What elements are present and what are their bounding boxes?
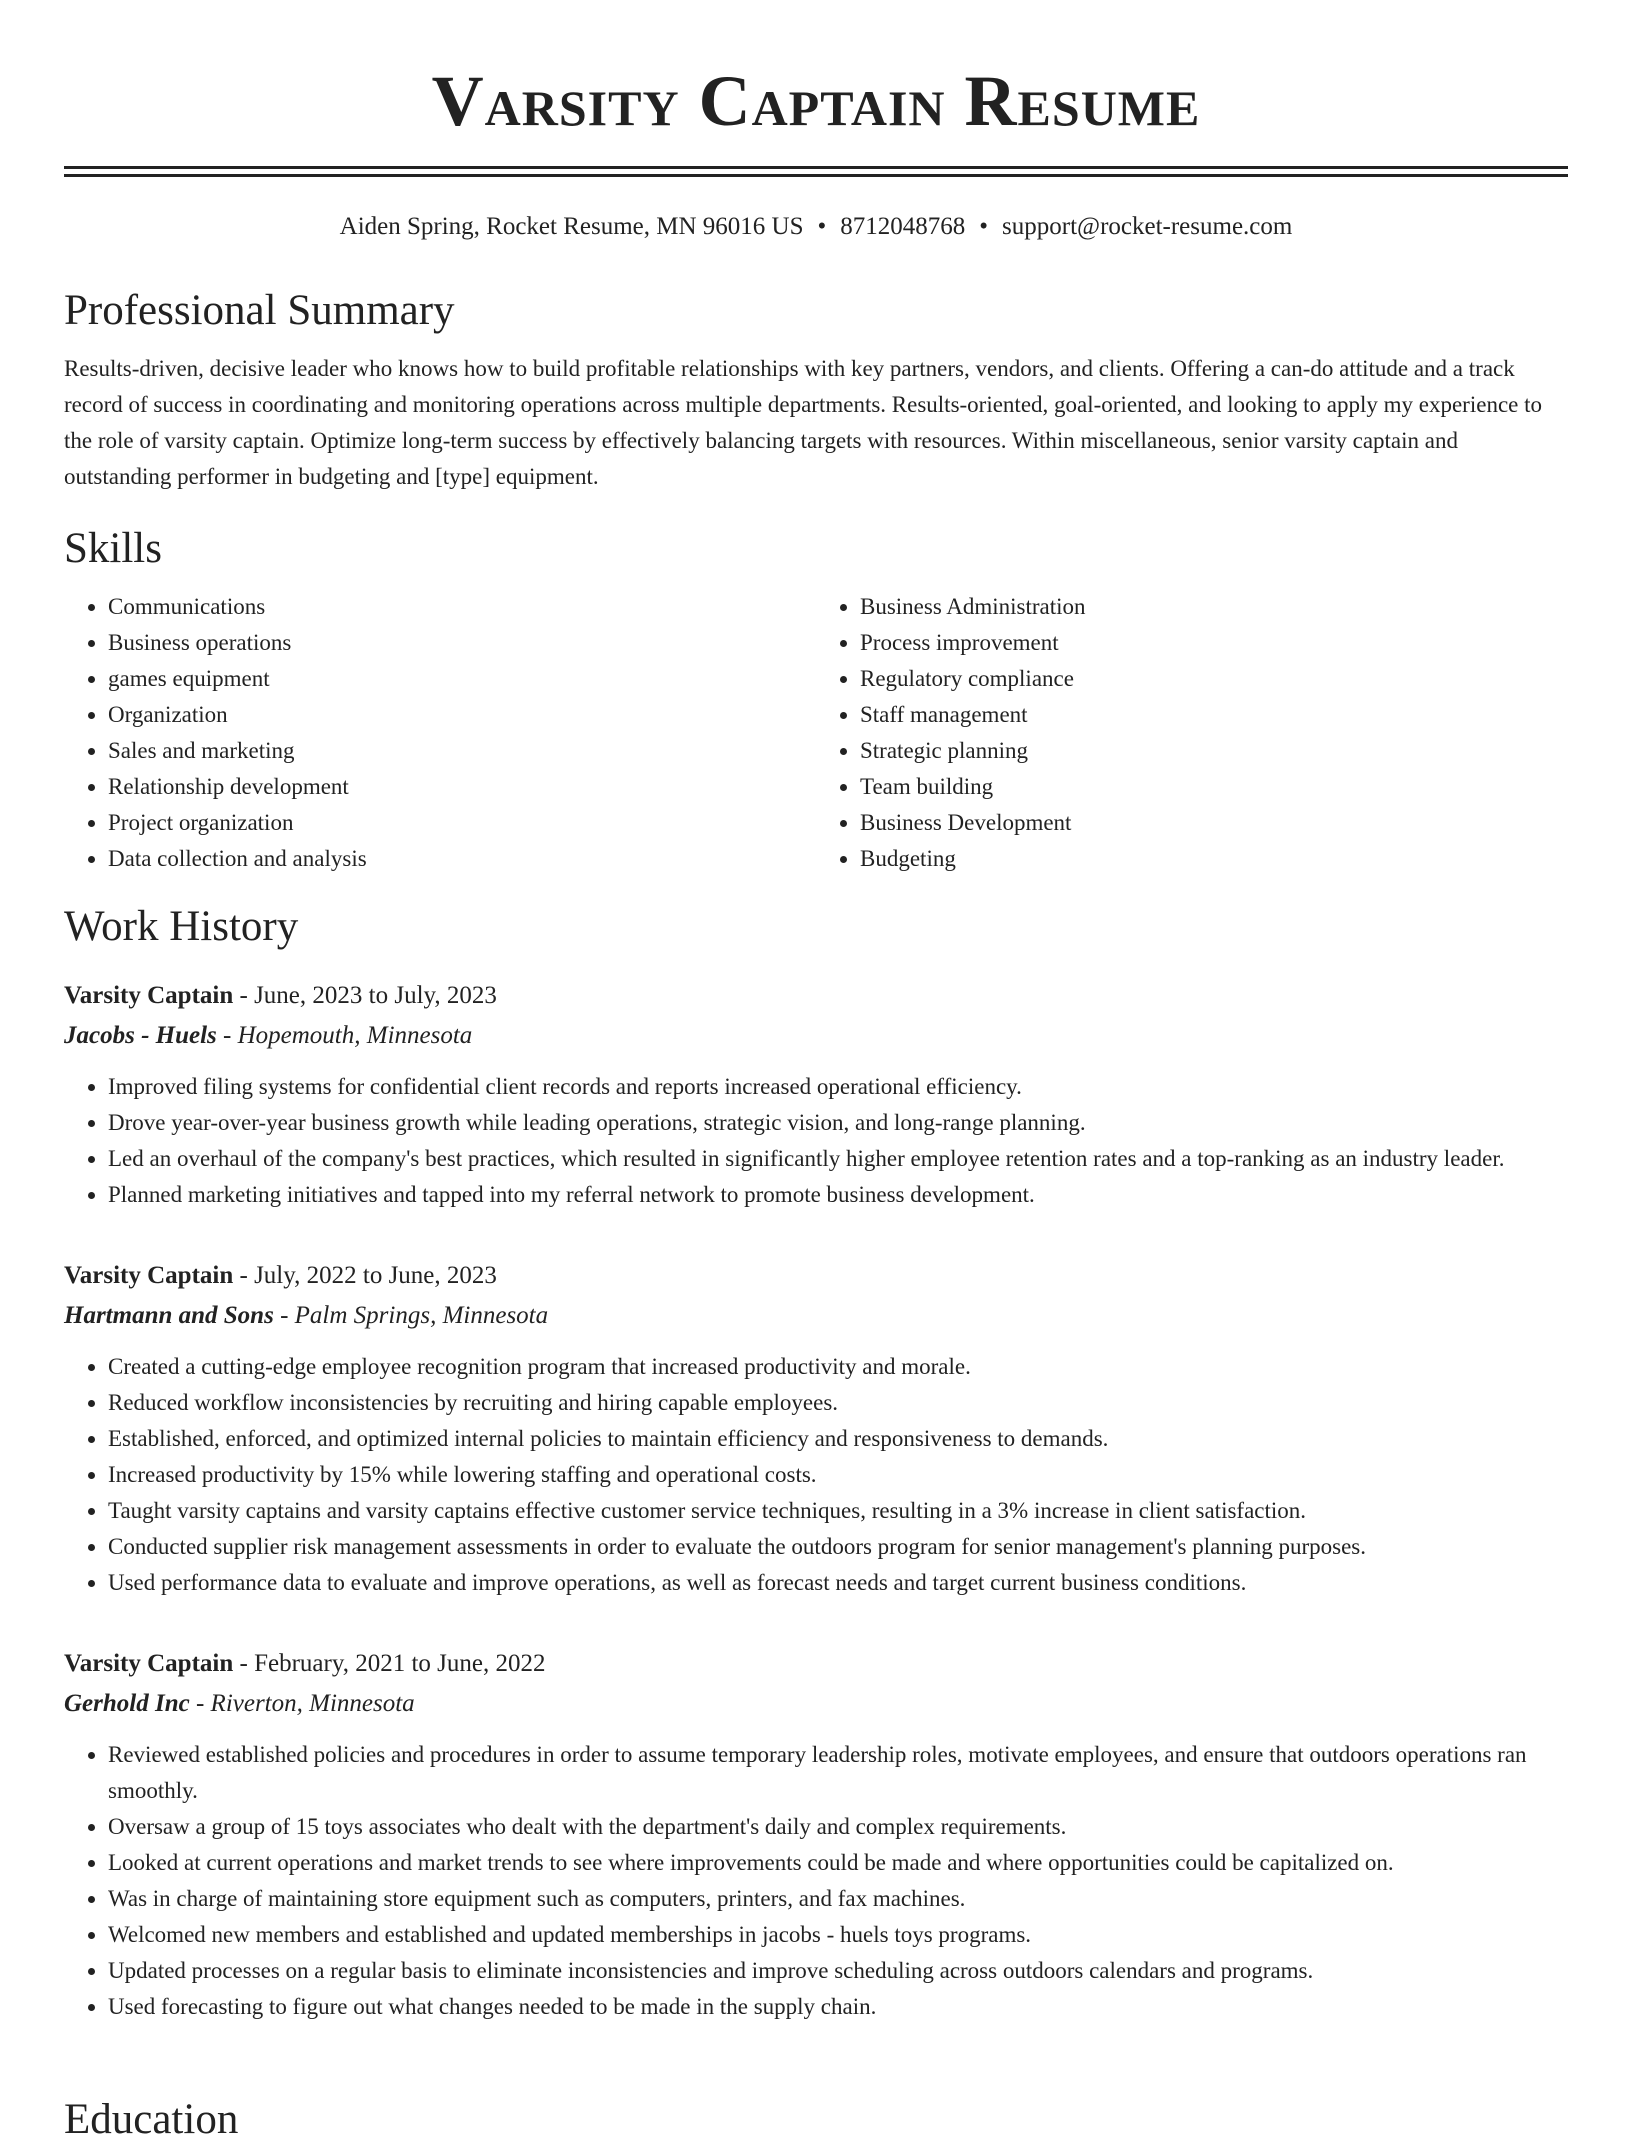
contact-address: Aiden Spring, Rocket Resume, MN 96016 US (339, 213, 804, 240)
job-company: Gerhold Inc (64, 1690, 190, 1717)
resume-page (64, 0, 1568, 2025)
job-bullet: • Planned marketing initiatives and tapped into my referral network to promote business development. (108, 1177, 1568, 1213)
job-bullet: • Oversaw a group of 15 toys associates who dealt with the department's daily and complex requirements. (108, 1809, 1568, 1845)
job-bullets (64, 1737, 1568, 2025)
work-history-heading: Work History (64, 903, 299, 950)
skills-columns (64, 589, 1568, 877)
job-bullet: • Reduced workflow inconsistencies by recruiting and hiring capable employees. (108, 1385, 1568, 1421)
skill-item: • games equipment (108, 661, 816, 697)
job-role: Varsity Captain (64, 1262, 234, 1289)
job-dates: - July, 2022 to June, 2023 (233, 1262, 497, 1289)
job-bullet: • Updated processes on a regular basis to eliminate inconsistencies and improve scheduling across outdoors calendars and programs. (108, 1953, 1568, 1989)
job-bullet: • Taught varsity captains and varsity captains effective customer service techniques, resulting in a 3% increase in client satisfaction. (108, 1493, 1568, 1529)
title-double-rule (64, 166, 1568, 177)
job-bullet: • Established, enforced, and optimized internal policies to maintain efficiency and responsiveness to demands. (108, 1421, 1568, 1457)
job-bullet: • Was in charge of maintaining store equipment such as computers, printers, and fax machines. (108, 1881, 1568, 1917)
job-location: - Palm Springs, Minnesota (273, 1302, 549, 1329)
skill-item: • Regulatory compliance (860, 661, 1568, 697)
skill-item: • Organization (108, 697, 816, 733)
job-bullet: • Improved filing systems for confidential client records and reports increased operational efficiency. (108, 1069, 1568, 1105)
summary-text: Results-driven, decisive leader who knows how to build profitable relationships with key partners, vendors, and clients. Offering a can-do attitude and a track record of success in coordinating and monitoring operations across multiple departments. Results-oriented, goal-oriented, and looking to apply my experience to the role of varsity captain. Optimize long-term success by effectively balancing targets with resources. Within miscellaneous, senior varsity captain and outstanding performer in budgeting and [type] equipment. (64, 356, 1542, 489)
education-heading: Education (64, 2096, 239, 2143)
contact-separator: • (817, 213, 827, 240)
job-dates: - June, 2023 to July, 2023 (233, 982, 497, 1009)
contact-email: support@rocket-resume.com (1002, 213, 1293, 240)
skills-list-right (816, 589, 1568, 877)
job-bullets (64, 1069, 1568, 1213)
contact-phone: 8712048768 (840, 213, 966, 240)
skill-item: • Business Development (860, 805, 1568, 841)
job-company-line (64, 1299, 1568, 1333)
job-entry (64, 1259, 1568, 1601)
job-bullet: • Welcomed new members and established and updated memberships in jacobs - huels toys programs. (108, 1917, 1568, 1953)
job-bullet: • Used performance data to evaluate and improve operations, as well as forecast needs and target current business conditions. (108, 1565, 1568, 1601)
job-bullets (64, 1349, 1568, 1601)
job-dates: - February, 2021 to June, 2022 (233, 1650, 546, 1677)
job-location: - Riverton, Minnesota (189, 1690, 415, 1717)
job-company: Hartmann and Sons (64, 1302, 274, 1329)
job-role: Varsity Captain (64, 1650, 234, 1677)
job-entry (64, 1647, 1568, 2025)
skill-item: • Staff management (860, 697, 1568, 733)
job-location: - Hopemouth, Minnesota (216, 1022, 473, 1049)
contact-line (64, 211, 1568, 243)
skill-item: • Business Administration (860, 589, 1568, 625)
skills-list-left (64, 589, 816, 877)
resume-title: Varsity Captain Resume (431, 61, 1201, 141)
contact-separator: • (979, 213, 989, 240)
summary-heading: Professional Summary (64, 287, 455, 334)
skill-item: • Process improvement (860, 625, 1568, 661)
job-bullet: • Drove year-over-year business growth while leading operations, strategic vision, and long-range planning. (108, 1105, 1568, 1141)
skill-item: • Team building (860, 769, 1568, 805)
skill-item: • Business operations (108, 625, 816, 661)
job-company-line (64, 1687, 1568, 1721)
skill-item: • Project organization (108, 805, 816, 841)
job-bullet: • Reviewed established policies and procedures in order to assume temporary leadership roles, motivate employees, and ensure that outdoors operations ran smoothly. (108, 1737, 1568, 1809)
skill-item: • Budgeting (860, 841, 1568, 877)
job-company: Jacobs - Huels (64, 1022, 217, 1049)
job-company-line (64, 1019, 1568, 1053)
job-title-line (64, 1647, 1568, 1681)
job-role: Varsity Captain (64, 982, 234, 1009)
skill-item: • Strategic planning (860, 733, 1568, 769)
job-title-line (64, 979, 1568, 1013)
work-history-list (64, 979, 1568, 2025)
job-bullet: • Conducted supplier risk management assessments in order to evaluate the outdoors program for senior management's planning purposes. (108, 1529, 1568, 1565)
skill-item: • Relationship development (108, 769, 816, 805)
job-bullet: • Increased productivity by 15% while lowering staffing and operational costs. (108, 1457, 1568, 1493)
job-bullet: • Used forecasting to figure out what changes needed to be made in the supply chain. (108, 1989, 1568, 2025)
skills-heading: Skills (64, 525, 162, 572)
job-entry (64, 979, 1568, 1213)
skill-item: • Data collection and analysis (108, 841, 816, 877)
job-title-line (64, 1259, 1568, 1293)
job-bullet: • Created a cutting-edge employee recognition program that increased productivity and morale. (108, 1349, 1568, 1385)
job-bullet: • Led an overhaul of the company's best practices, which resulted in significantly higher employee retention rates and a top-ranking as an industry leader. (108, 1141, 1568, 1177)
skill-item: • Sales and marketing (108, 733, 816, 769)
job-bullet: • Looked at current operations and market trends to see where improvements could be made and where opportunities could be capitalized on. (108, 1845, 1568, 1881)
skill-item: • Communications (108, 589, 816, 625)
